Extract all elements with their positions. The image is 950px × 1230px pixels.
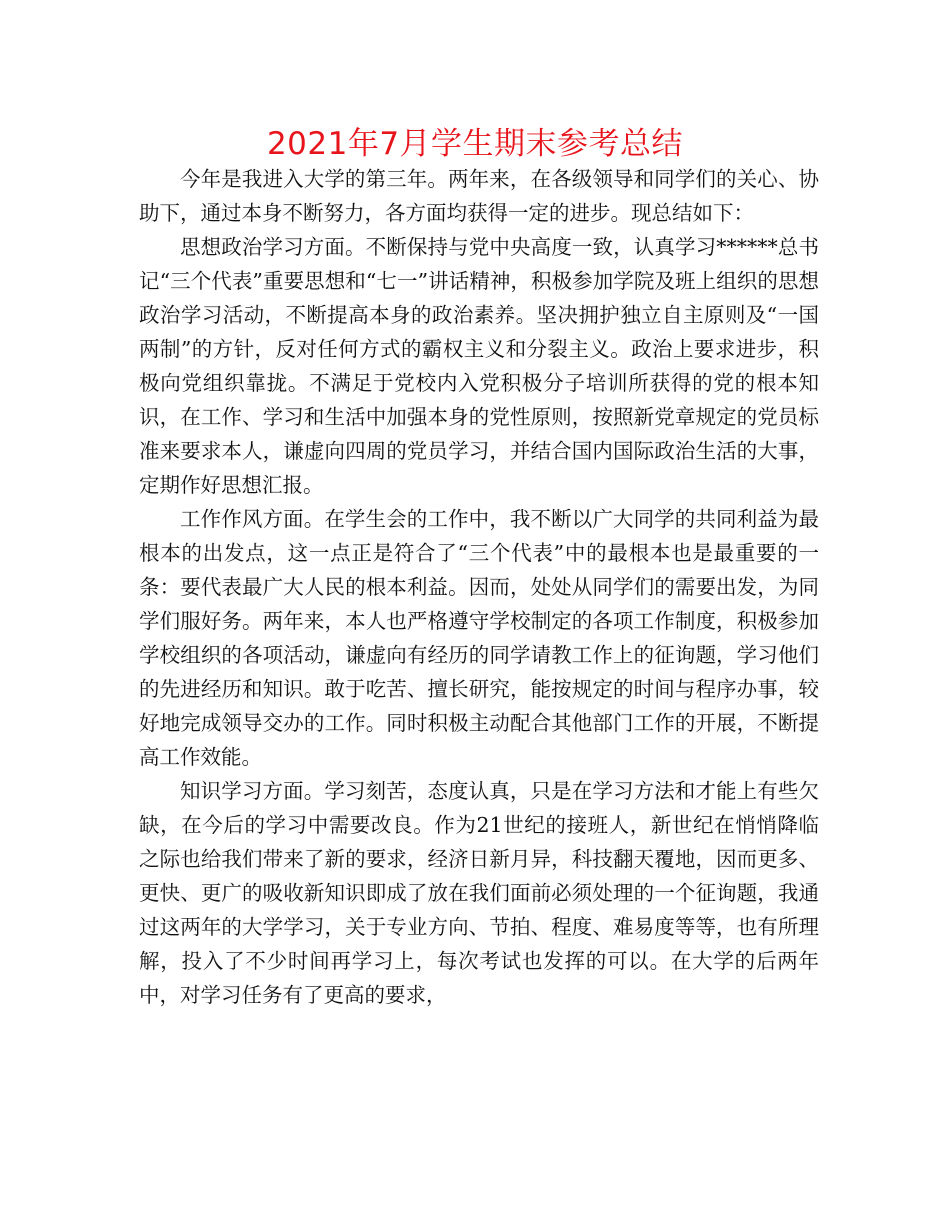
paragraph-knowledge-study: 知识学习方面。学习刻苦，态度认真，只是在学习方法和才能上有些欠缺，在今后的学习中需要改良。作为21世纪的接班人，新世纪在悄悄降临之际也给我们带来了新的要求，经济日新月异，科技翻天覆地，因而更多、更快、更广的吸收新知识即成了放在我们面前必须处理的一个征询题，我通过这两年的大学学习，关于专业方向、节拍、程度、难易度等等，也有所理解，投入了不少时间再学习上，每次考试也发挥的可以。在大学的后两年中，对学习任务有了更高的要求， [139, 779, 819, 1007]
paragraph-work-style: 工作作风方面。在学生会的工作中，我不断以广大同学的共同利益为最根本的出发点，这一点正是符合了“三个代表”中的最根本也是最重要的一条：要代表最广大人民的根本利益。因而，处处从同学们的需要出发，为同学们服好务。两年来，本人也严格遵守学校制定的各项工作制度，积极参加学校组织的各项活动，谦虚向有经历的同学请教工作上的征询题，学习他们的先进经历和知识。敢于吃苦、擅长研究，能按规定的时间与程序办事，较好地完成领导交办的工作。同时积极主动配合其他部门工作的开展，不断提高工作效能。 [139, 507, 819, 769]
paragraph-intro: 今年是我进入大学的第三年。两年来，在各级领导和同学们的关心、协助下，通过本身不断努力，各方面均获得一定的进步。现总结如下： [139, 167, 819, 225]
document-title: 2021年7月学生期末参考总结 [266, 126, 684, 162]
paragraph-political-study: 思想政治学习方面。不断保持与党中央高度一致，认真学习******总书记“三个代表”重要思想和“七一”讲话精神，积极参加学院及班上组织的思想政治学习活动，不断提高本身的政治素养。坚决拥护独立自主原则及“一国两制”的方针，反对任何方式的霸权主义和分裂主义。政治上要求进步，积极向党组织靠拢。不满足于党校内入党积极分子培训所获得的党的根本知识，在工作、学习和生活中加强本身的党性原则，按照新党章规定的党员标准来要求本人，谦虚向四周的党员学习，并结合国内国际政治生活的大事，定期作好思想汇报。 [139, 235, 819, 497]
document-body [139, 162, 819, 1012]
